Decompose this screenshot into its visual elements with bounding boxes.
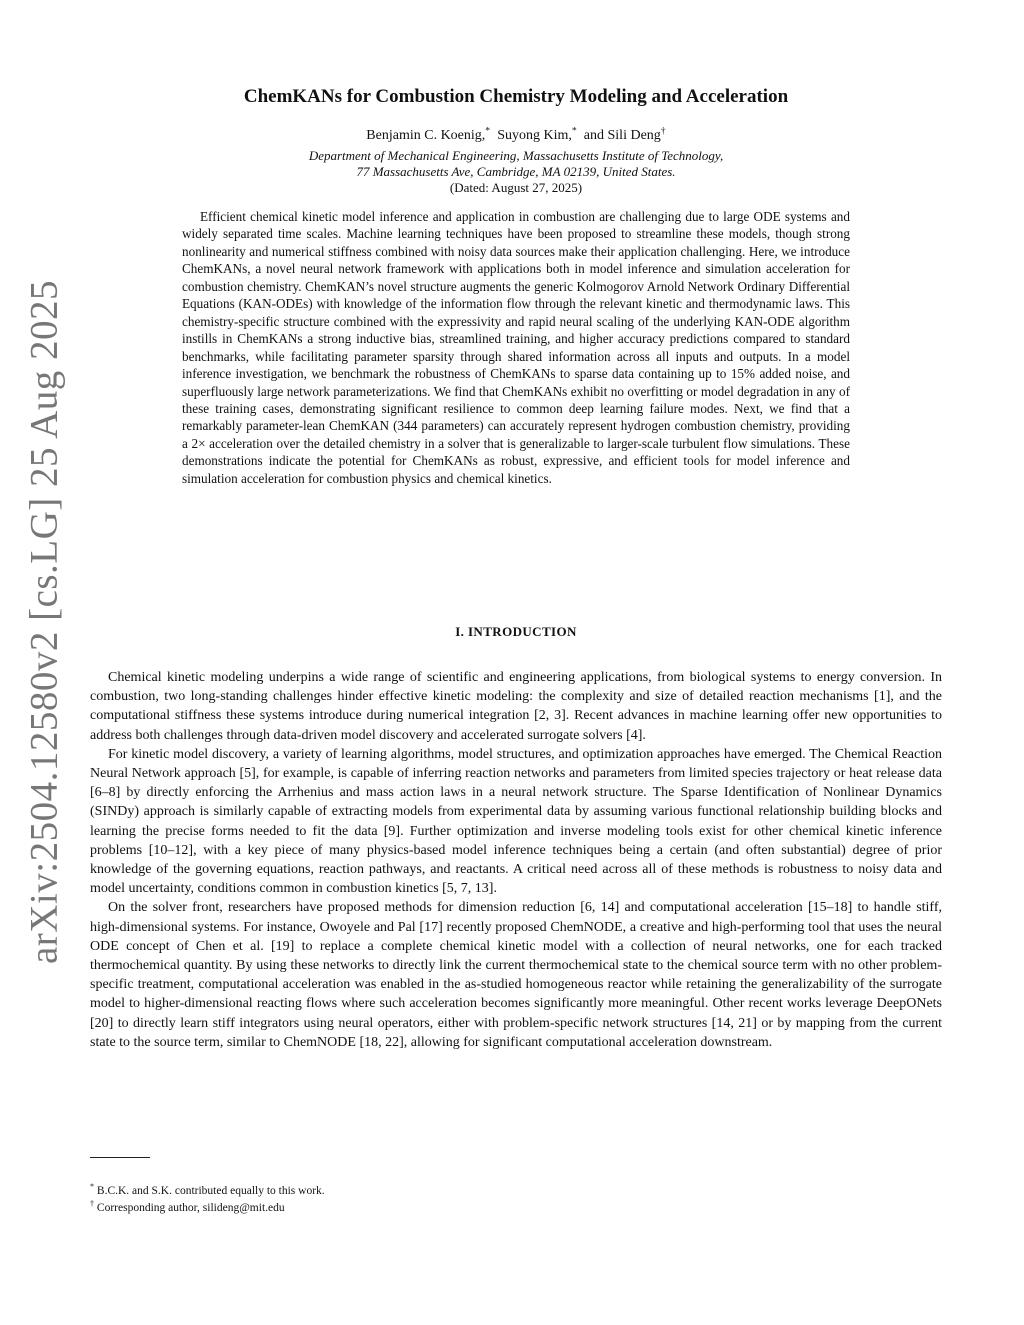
- author-deng: and Sili Deng: [583, 128, 661, 143]
- footnote-text: B.C.K. and S.K. contributed equally to this work.: [94, 1185, 325, 1197]
- arxiv-side-stamp: [0, 0, 80, 1325]
- footnotes: [90, 1183, 690, 1217]
- paragraph: For kinetic model discovery, a variety of learning algorithms, model structures, and optimization approaches have emerged. The Chemical Reaction Neural Network approach [5], for example, is capable of inferring reaction networks and parameters from limited species trajectory or heat release data [6–8] by directly enforcing the Arrhenius and mass action laws in a neural network structure. The Sparse Identification of Nonlinear Dynamics (SINDy) approach is similarly capable of extracting models from experimental data by assuming various functional relationship building blocks and learning the precise forms needed to fit the data [9]. Further optimization and inverse modeling tools exist for other chemical kinetic inference problems [10–12], with a key piece of many physics-based model inference techniques being a certain (and often substantial) degree of prior knowledge of the governing equations, reaction pathways, and reactants. A critical need across all of these methods is robustness to noisy data and model uncertainty, conditions common in combustion kinetics [5, 7, 13].: [90, 746, 942, 897]
- author-koenig: Benjamin C. Koenig,: [366, 128, 486, 143]
- paper-title: ChemKANs for Combustion Chemistry Modeling and Acceleration: [243, 86, 789, 107]
- introduction-body: [90, 668, 942, 1052]
- footnote-mark: †: [90, 1199, 95, 1209]
- footnote-equal-contribution: [90, 1183, 690, 1200]
- footnote-mark: *: [90, 1182, 95, 1192]
- footnote-divider: [90, 1157, 150, 1158]
- paragraph: On the solver front, researchers have proposed methods for dimension reduction [6, 14] and computational acceleration [15–18] to handle stiff, high-dimensional systems. For instance, Owoyele and Pal [17] recently proposed ChemNODE, a creative and high-performing tool that uses the neural ODE concept of Chen et al. [19] to replace a complete chemical kinetic model with a collection of neural networks, one for each tracked thermochemical quantity. By using these networks to directly link the current thermochemical state to the chemical source term with no other problem-specific treatment, computational acceleration was enabled in the as-studied homogeneous reactor while retaining the generalizability of the surrogate model to higher-dimensional reacting flows where such acceleration becomes significantly more meaningful. Other recent works leverage DeepONets [20] to directly learn stiff integrators using neural operators, either with problem-specific network structures [14, 21] or by mapping from the current state to the source term, similar to ChemNODE [18, 22], allowing for significant computational acceleration downstream.: [90, 900, 942, 1050]
- footnote-corresponding-author: [90, 1200, 690, 1217]
- affiliation-line-1: Department of Mechanical Engineering, Massachusetts Institute of Technology,: [308, 148, 724, 163]
- dated-line: (Dated: August 27, 2025): [449, 180, 583, 195]
- section-heading-introduction: I. INTRODUCTION: [455, 624, 577, 639]
- abstract: Efficient chemical kinetic model inference and application in combustion are challenging due to large ODE systems and widely separated time scales. Machine learning techniques have been proposed to streamline these models, though strong nonlinearity and numerical stiffness combined with noisy data sources make their application challenging. Here, we introduce ChemKANs, a novel neural network framework with applications both in model inference and simulation acceleration for combustion chemistry. ChemKAN’s novel structure augments the generic Kolmogorov Arnold Network Ordinary Differential Equations (KAN-ODEs) with knowledge of the information flow through the relevant kinetic and thermodynamic laws. This chemistry-specific structure combined with the expressivity and rapid neural scaling of the underlying KAN-ODE algorithm instills in ChemKANs a strong inductive bias, streamlined training, and higher accuracy predictions compared to standard benchmarks, while facilitating parameter sparsity through shared information across all inputs and outputs. In a model inference investigation, we benchmark the robustness of ChemKANs to sparse data containing up to 15% added noise, and superfluously large network parameterizations. We find that ChemKANs exhibit no overfitting or model degradation in any of these training cases, demonstrating significant resilience to common deep learning failure modes. Next, we find that a remarkably parameter-lean ChemKAN (344 parameters) can accurately represent hydrogen combustion chemistry, providing a 2× acceleration over the detailed chemistry in a solver that is generalizable to larger-scale turbulent flow simulations. These demonstrations indicate the potential for ChemKANs as robust, expressive, and efficient tools for model inference and simulation acceleration for combustion physics and chemical kinetics.: [182, 209, 850, 486]
- arxiv-identifier: arXiv:2504.12580v2 [cs.LG] 25 Aug 2025: [22, 279, 66, 965]
- author-kim: Suyong Kim,: [497, 128, 572, 143]
- corresponding-author-mark: †: [660, 125, 666, 137]
- paragraph: Chemical kinetic modeling underpins a wide range of scientific and engineering applications, from biological systems to energy conversion. In combustion, two long-standing challenges hinder effective kinetic modeling: the complexity and size of detailed reaction mechanisms [1], and the computational stiffness these systems introduce during numerical integration [2, 3]. Recent advances in machine learning offer new opportunities to address both challenges through data-driven model discovery and accelerated surrogate solvers [4].: [90, 670, 942, 743]
- equal-contribution-mark: *: [485, 125, 491, 137]
- affiliation-line-2: 77 Massachusetts Ave, Cambridge, MA 02139, United States.: [356, 164, 676, 179]
- footnote-text: Corresponding author, silideng@mit.edu: [94, 1202, 285, 1214]
- author-list: [90, 125, 942, 144]
- equal-contribution-mark: *: [571, 125, 577, 137]
